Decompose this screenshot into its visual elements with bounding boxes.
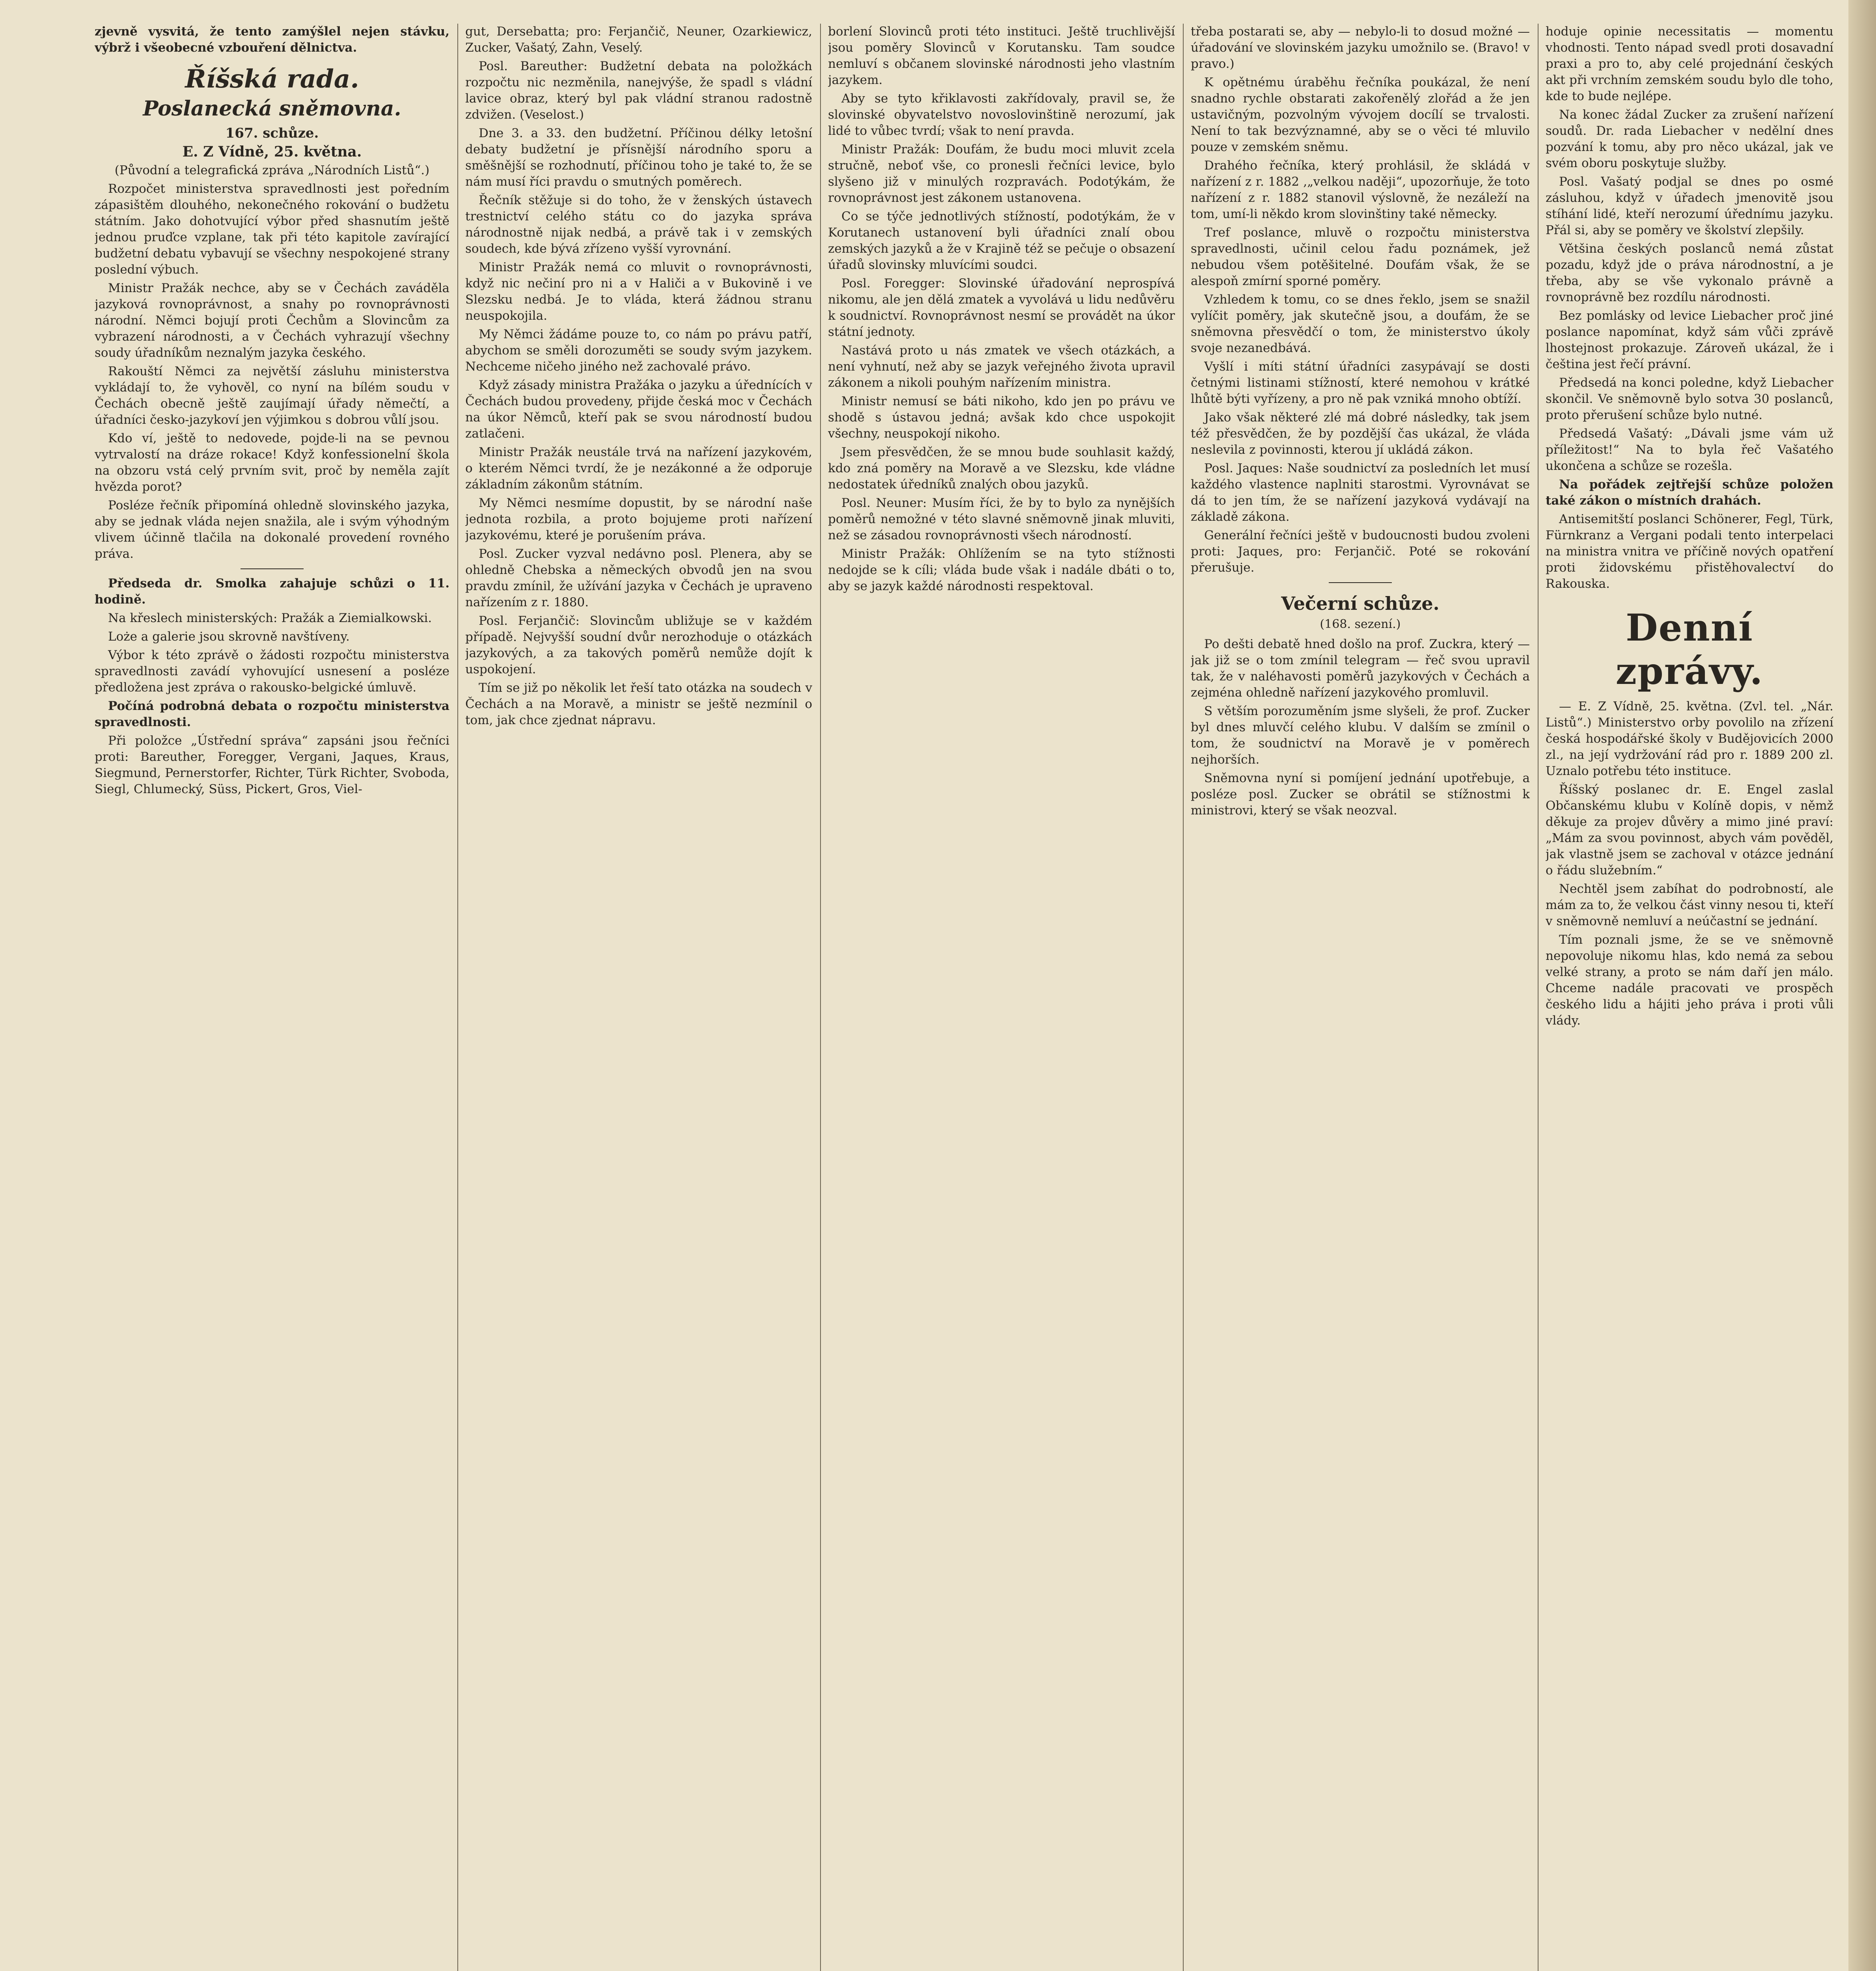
- paragraph: borlení Slovinců proti této instituci. Ještě truchlivější jsou poměry Slovinců v Korutansku. Tam soudce nemluví s občanem slovinské národnosti jeho vlastním jazykem.: [828, 24, 1175, 87]
- paragraph: Antisemitští poslanci Schönerer, Fegl, Türk, Fürnkranz a Vergani podali tento interpelaci na ministra vnitra ve příčině nových opatření proti židovskému přistěhovalectví do Rakouska.: [1546, 512, 1833, 591]
- paragraph: hoduje opinie necessitatis — momentu vhodnosti. Tento nápad svedl proti dosavadní praxi a pro to, aby celé projednání českých akt při vrchním zemském soudu bylo dle toho, kde to bude nejlépe.: [1546, 24, 1833, 103]
- evening-session-number: (168. sezení.): [1320, 617, 1401, 631]
- paragraph: Loże a galerie jsou skrovně navštíveny.: [108, 630, 350, 644]
- paragraph: Jsem přesvědčen, že se mnou bude souhlasit každý, kdo zná poměry na Moravě a ve Slezsku, kde vládne nedostatek úředníků znalých obou jazyků.: [828, 445, 1175, 492]
- divider: [1329, 582, 1392, 583]
- paragraph: Na pořádek zejtřejší schůze položen také zákon o místních drahách.: [1546, 477, 1833, 508]
- paragraph: Kdo ví, ještě to nedovede, pojde-li na se pevnou vytrvalostí na dráze rokace! Když konfessionelní škola na obzoru vstá celý prvním svit, proč by neměla zajít hvězda porot?: [95, 431, 449, 494]
- paragraph: My Němci žádáme pouze to, co nám po právu patří, abychom se směli dorozuměti se soudy svým jazykem. Nechceme ničeho jiného než zachovalé právo.: [465, 327, 812, 374]
- paragraph: gut, Dersebatta; pro: Ferjančič, Neuner, Ozarkiewicz, Zucker, Vašatý, Zahn, Veselý.: [465, 24, 812, 55]
- paragraph: Když zásady ministra Pražáka o jazyku a úřednících v Čechách budou provedeny, přijde česká moc v Čechách na úkor Němců, kteří pak se svou národností budou zatlačeni.: [465, 378, 812, 441]
- paragraph: Většina českých poslanců nemá zůstat pozadu, když jde o práva národnostní, a je třeba, aby se vše vykonalo právně a rovnoprávně bez rozdílu národnosti.: [1546, 242, 1833, 304]
- paragraph: Rakouští Němci za největší zásluhu ministerstva vykládají to, že vyhověl, co nyní na bílém soudu v Čechách obecně ještě zaujímají úřady němečtí, a úřadníci česko-jazykoví jen výjimkou s dobrou vůlí jsou.: [95, 364, 449, 427]
- paragraph: My Němci nesmíme dopustit, by se národní naše jednota rozbila, a proto bojujeme proti nařízení jazykovému, které je porušením práva.: [465, 496, 812, 542]
- paragraph: Ministr nemusí se báti nikoho, kdo jen po právu ve shodě s ústavou jedná; avšak kdo chce uspokojit všechny, neuspokojí nikoho.: [828, 394, 1175, 441]
- paragraph: Ministr Pražák nechce, aby se v Čechách zaváděla jazyková rovnoprávnost, a snahy po rovnoprávnosti národní. Němci bojují proti Čechům a Slovincům za vybrazení národnosti, a v Čechách vyhrazují všechny soudy úřadníkům neznalým jazyka českého.: [95, 281, 449, 360]
- paragraph: Posl. Neuner: Musím říci, že by to bylo za nynějších poměrů nemožné v této slavné sněmovně jinak mluviti, než se zásadou rovnoprávnosti všech národností.: [828, 496, 1175, 542]
- paragraph: Výbor k této zprávě o žádosti rozpočtu ministerstva spravedlnosti zavádí vyhovující usnesení a posléze předložena jest zpráva o rakousko-belgické úmluvě.: [95, 648, 449, 695]
- evening-session-title: Večerní schůze.: [1281, 593, 1440, 614]
- paragraph: Posl. Bareuther: Budžetní debata na položkách rozpočtu nic nezměnila, nanejvýše, že spadl s vládní lavice obraz, který byl pak vládní stranou radostně zdvižen. (Veselost.): [465, 59, 812, 122]
- paragraph: Ministr Pražák nemá co mluvit o rovnoprávnosti, když nic nečiní pro ni a v Haliči a v Bukovině i ve Slezsku nedbá. Je to vláda, která žádnou stranu neuspokojila.: [465, 260, 812, 323]
- paragraph: Aby se tyto křiklavosti zakřídovaly, pravil se, že slovinské obyvatelstvo novoslovinštině nerozumí, jak lidé to vůbec tvrdí; však to není pravda.: [828, 91, 1175, 138]
- column-3: [828, 24, 1175, 1971]
- paragraph: Ministr Pražák neustále trvá na nařízení jazykovém, o kterém Němci tvrdí, že je nezákonné a že odporuje základním zákonům státním.: [465, 445, 812, 492]
- paragraph: Tref poslance, mluvě o rozpočtu ministerstva spravedlnosti, učinil celou řadu poznámek, jež nebudou všem potěšitelné. Doufám však, že se alespoň zmírní sporné poměry.: [1191, 225, 1530, 288]
- paragraph: Co se týče jednotlivých stížností, podotýkám, že v Korutanech ustanovení byli úřadníci znalí obou zemských jazyků a že v Krajině též se pečuje o obsazení úřadů slovinsky mluvícími soudci.: [828, 209, 1175, 272]
- paragraph: Rozpočet ministerstva spravedlnosti jest poředním zápasištěm dlouhého, nekonečného rokování o budžetu státním. Jako dohotvující výbor před shasnutím ještě jednou pruďce vzplane, tak při této kapitole zavírající budžetní debatu vybavují se všechny nespokojené strany poslední výbuch.: [95, 182, 449, 277]
- column-rule: [1183, 24, 1184, 1971]
- paragraph: — E. Z Vídně, 25. května. (Zvl. tel. „Nár. Listů“.) Ministerstvo orby povolilo na zřízení česká hospodářské školy v Budějovicích 2000 zl., na její vydržování rád pro r. 1889 200 zl. Uznalo potřebu této instituce.: [1546, 699, 1833, 778]
- paragraph: Drahého řečníka, který prohlásil, že skládá v nařízení z r. 1882 ,„velkou naději“, upozorňuje, že toto nařízení z r. 1882 stanovil výslovně, že nezáleží na tom, umí-li někdo krom slovinštiny také německy.: [1191, 158, 1530, 221]
- paragraph: Na křeslech ministerských: Pražák a Ziemialkowski.: [108, 611, 432, 625]
- paragraph: S větším porozuměním jsme slyšeli, že prof. Zucker byl dnes mluvčí celého klubu. V dalším se zmínil o tom, že soudnictví na Moravě je v poměrech nejhorších.: [1191, 704, 1530, 767]
- paragraph: Jako však některé zlé má dobré následky, tak jsem též přesvědčen, že by pozdější čas ukázal, že vláda neslevila z povinnosti, kterou jí ukládá zákon.: [1191, 410, 1530, 457]
- paragraph: Posl. Foregger: Slovinské úřadování neprospívá nikomu, ale jen dělá zmatek a vyvolává u lidu nedůvěru k soudnictví. Rovnoprávnost nesmí se provádět na úkor státní jednoty.: [828, 276, 1175, 339]
- paragraph: Předsedá Vašatý: „Dávali jsme vám už příležitost!“ Na to byla řeč Vašatého ukončena a schůze se rozešla.: [1546, 427, 1833, 473]
- column-rule: [457, 24, 458, 1971]
- paragraph: Bez pomlásky od levice Liebacher proč jiné poslance napomínat, když sám vůči zprávě lhostejnost prokazuje. Zároveň ukázal, že i čeština jest řečí právní.: [1546, 309, 1833, 371]
- paragraph: Na konec žádal Zucker za zrušení nařízení soudů. Dr. rada Liebacher v nedělní dnes pozvání k tomu, aby pro něco ukázal, jak ve svém oboru poskytuje služby.: [1546, 108, 1833, 170]
- paragraph: Sněmovna nyní si pomíjení jednání upotřebuje, a posléze posl. Zucker se obrátil se stížnostmi k ministrovi, který se však neozval.: [1191, 771, 1530, 818]
- page-binding-edge: [1848, 0, 1876, 1971]
- paragraph: Počíná podrobná debata o rozpočtu ministerstva spravedlnosti.: [95, 699, 449, 729]
- paragraph: Předsedá na konci poledne, když Liebacher skončil. Ve sněmovně bylo sotva 30 poslanců, proto přerušení schůze bylo nutné.: [1546, 376, 1833, 422]
- section-subtitle: Poslanecká sněmovna.: [143, 97, 401, 121]
- paragraph: Ministr Pražák: Doufám, že budu moci mluvit zcela stručně, neboť vše, co pronesli řečníci levice, bylo slyšeno již v minulých rozpravách. Podotýkám, že rovnoprávnost jest zákonem ustanovena.: [828, 142, 1175, 205]
- paragraph: Posl. Vašatý podjal se dnes po osmé zásluhou, když v úřadech jmenovitě jsou stíhání lidé, kteří nerozumí úřednímu jazyku. Přál si, aby se poměry ve školství zlepšily.: [1546, 175, 1833, 237]
- column-4: [1191, 24, 1530, 1971]
- paragraph: Posl. Ferjančič: Slovincům ubližuje se v každém případě. Nejvyšší soudní dvůr nerozhoduje o otázkách jazykových, a za takových poměrů nemůže dojít k uspokojení.: [465, 614, 812, 676]
- column-rule: [820, 24, 821, 1971]
- section-title: Říšská rada.: [185, 64, 359, 94]
- column-1: [95, 24, 449, 1971]
- column-5: [1546, 24, 1833, 1971]
- paragraph: Po dešti debatě hned došlo na prof. Zuckra, který — jak již se o tom zmínil telegram — řeč svou upravil tak, že v naléhavosti poměrů jazykových v Čechách a zejména ohledně nařízení jazykového promluvil.: [1191, 637, 1530, 700]
- dateline: E. Z Vídně, 25. května.: [182, 143, 362, 160]
- paragraph: Tím poznali jsme, že se ve sněmovně nepovoluje nikomu hlas, kdo nemá za sebou velké strany, a proto se nám daří jen málo. Chceme nadále pracovati ve prospěch českého lidu a hájiti jeho práva i proti vůli vlády.: [1546, 933, 1833, 1028]
- intro-text: zjevně vysvitá, že tento zamýšlel nejen stávku, výbrž i všeobecné vzbouření dělnictva.: [95, 24, 449, 55]
- paragraph: Dne 3. a 33. den budžetní. Příčinou délky letošní debaty budžetní je přísnější národního sporu a směšnější se rozhodnutí, příčinou toho je také to, že se nám musí říci pravdu o smutných poměrech.: [465, 126, 812, 189]
- paragraph: Ministr Pražák: Ohlížením se na tyto stížnosti nedojde se k cíli; vláda bude však i nadále dbáti o to, aby se jazyk každé národnosti respektoval.: [828, 547, 1175, 593]
- divider: [241, 568, 304, 569]
- paragraph: Řečník stěžuje si do toho, že v ženských ústavech trestnictví celého státu co do jazyka správa národnostně nijak nedbá, a právě tak i v zemských soudech, kde bývá zřízeno vyšší vyrovnání.: [465, 193, 812, 256]
- paragraph: Posl. Jaques: Naše soudnictví za posledních let musí každého vlastence naplniti starostmi. Vyrovnávat se dá to jen tím, že se nařízení jazyková vydávají na základě zákona.: [1191, 461, 1530, 524]
- paragraph: Generální řečníci ještě v budoucnosti budou zvoleni proti: Jaques, pro: Ferjančič. Poté se rokování přerušuje.: [1191, 528, 1530, 575]
- paragraph: Posl. Zucker vyzval nedávno posl. Plenera, aby se ohledně Chebska a německých obvodů jen na svou pravdu zmínil, že užívání jazyka v Čechách je upraveno nařízením z r. 1880.: [465, 547, 812, 609]
- daily-news-heading: Denní zprávy.: [1615, 606, 1764, 693]
- paragraph: třeba postarati se, aby — nebylo-li to dosud možné — úřadování ve slovinském jazyku umožnilo se. (Bravo! v pravo.): [1191, 24, 1530, 71]
- paragraph: Říšský poslanec dr. E. Engel zaslal Občanskému klubu v Kolíně dopis, v němž děkuje za projev důvěry a mimo jiné praví: „Mám za svou povinnost, abych vám pověděl, jak vlastně jsem se zachoval v otázce jednání o řádu služebním.“: [1546, 782, 1833, 877]
- session-number: 167. schůze.: [225, 125, 319, 141]
- column-2: [465, 24, 812, 1971]
- paragraph: Nechtěl jsem zabíhat do podrobností, ale mám za to, že velkou část vinny nesou ti, kteří v sněmovně nemluví a neúčastní se jednání.: [1546, 882, 1833, 928]
- paragraph: Posléze řečník připomíná ohledně slovinského jazyka, aby se jednak vláda nejen snažila, ale i svým výhodným vlivem účinně tlačila na dokonalé provedení rovného práva.: [95, 498, 449, 561]
- paragraph: K opětnému úraběhu řečníka poukázal, že není snadno rychle obstarati zakořenělý zlořád a že jen ustavičným, pozvolným vývojem docílí se trvalosti. Není to tak bezvýznamné, aby se o věci té mluvilo pouze v zemském sněmu.: [1191, 75, 1530, 154]
- paragraph: Vzhledem k tomu, co se dnes řeklo, jsem se snažil vylíčit poměry, jak skutečně jsou, a doufám, že se sněmovna přesvědčí o tom, že ministerstvo úkoly svoje nezanedbává.: [1191, 292, 1530, 355]
- paragraph: Vyšlí i míti státní úřadníci zasypávají se dosti četnými listinami stížností, které nemohou v krátké lhůtě býti vyřízeny, a pro ně pak vzniká mnoho obtíží.: [1191, 360, 1530, 406]
- paragraph: Předseda dr. Smolka zahajuje schůzi o 11. hodině.: [95, 576, 449, 607]
- source-note: (Původní a telegrafická zpráva „Národních Listů“.): [114, 163, 430, 177]
- paragraph: Při položce „Ústřední správa“ zapsáni jsou řečníci proti: Bareuther, Foregger, Vergani, Jaques, Kraus, Siegmund, Pernerstorfer, Richter, Türk Richter, Svoboda, Siegl, Chlumecký, Süss, Pickert, Gros, Viel-: [95, 734, 449, 796]
- paragraph: Tím se již po několik let řeší tato otázka na soudech v Čechách a na Moravě, a ministr se ještě nezmínil o tom, jak chce zjednat nápravu.: [465, 681, 812, 727]
- paragraph: Nastává proto u nás zmatek ve všech otázkách, a není vyhnutí, než aby se jazyk veřejného života upravil zákonem a nikoli pouhým nařízením ministra.: [828, 343, 1175, 390]
